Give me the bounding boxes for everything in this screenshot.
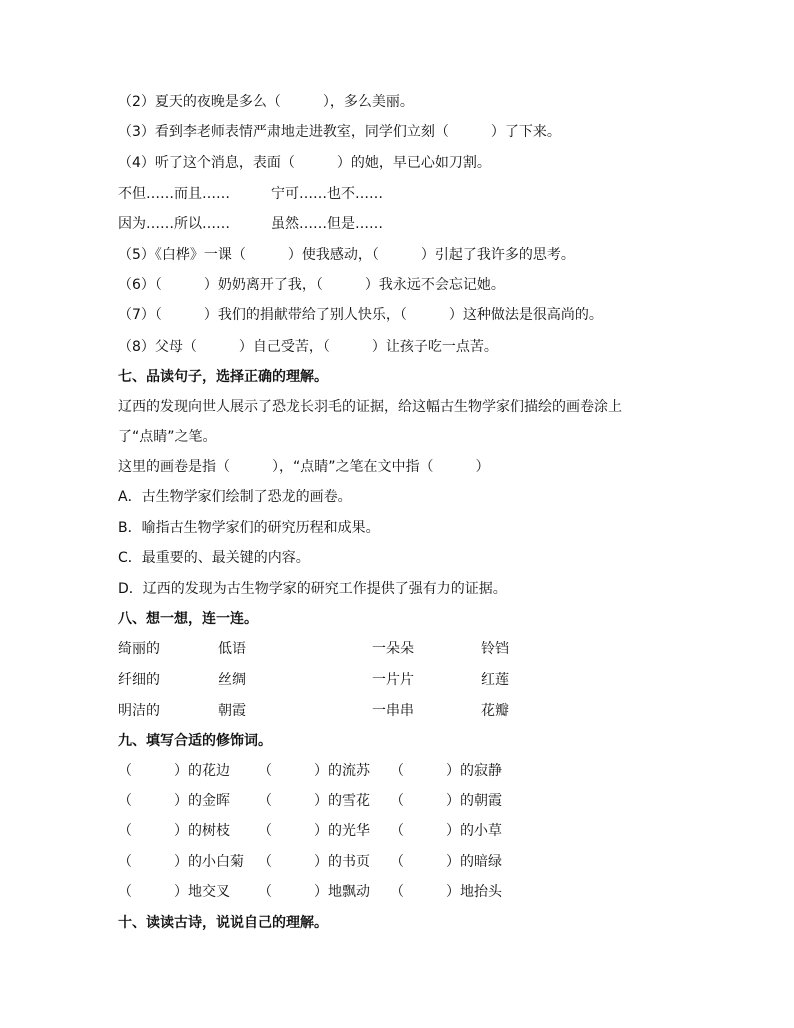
match-mid-1: 低语 [218, 641, 246, 657]
connective-1: 不但……而且…… [118, 186, 230, 202]
match-quantity-3: 一串串 [372, 703, 414, 719]
match-left-2: 纤细的 [118, 672, 160, 688]
fill-item: （ ）的雪花 [258, 793, 370, 809]
section7-passage-line2: 了“点睛”之笔。 [118, 429, 217, 445]
fill-item: （ ）的流苏 [258, 763, 370, 779]
match-left-3: 明洁的 [118, 703, 160, 719]
fill-item: （ ）的树枝 [118, 823, 230, 839]
match-right-3: 花瓣 [481, 703, 509, 719]
fill-item: （ ）的小草 [390, 823, 502, 839]
fill-item: （ ）地飘动 [258, 884, 370, 900]
sentence-2: （2）夏天的夜晚是多么（ ），多么美丽。 [118, 94, 414, 110]
section7-option-b: B．喻指古生物学家们的研究历程和成果。 [118, 520, 380, 536]
section10-heading: 十、读读古诗，说说自己的理解。 [118, 915, 328, 931]
section7-heading: 七、品读句子，选择正确的理解。 [118, 369, 328, 385]
section7-question: 这里的画卷是指（ ），“点睛”之笔在文中指（ ） [118, 459, 490, 475]
section8-heading: 八、想一想，连一连。 [118, 611, 258, 627]
connective-3: 因为……所以…… [118, 216, 230, 232]
match-mid-3: 朝霞 [218, 703, 246, 719]
fill-item: （ ）的花边 [118, 763, 230, 779]
fill-item: （ ）的金晖 [118, 793, 230, 809]
section7-option-c: C．最重要的、最关键的内容。 [118, 550, 310, 566]
fill-item: （ ）的光华 [258, 823, 370, 839]
fill-item: （ ）的书页 [258, 854, 370, 870]
fill-item: （ ）地抬头 [390, 884, 502, 900]
section7-option-d: D．辽西的发现为古生物学家的研究工作提供了强有力的证据。 [118, 581, 507, 597]
match-quantity-2: 一片片 [372, 672, 414, 688]
match-quantity-1: 一朵朵 [372, 641, 414, 657]
fill-item: （ ）的寂静 [390, 763, 502, 779]
section9-heading: 九、填写合适的修饰词。 [118, 733, 272, 749]
fill-item: （ ）的小白菊 [118, 854, 244, 870]
fill-item: （ ）的暗绿 [390, 854, 502, 870]
section7-passage-line1: 辽西的发现向世人展示了恐龙长羽毛的证据，给这幅古生物学家们描绘的画卷涂上 [118, 399, 622, 415]
sentence-7: （7）（ ）我们的捐献带给了别人快乐，（ ）这种做法是很高尚的。 [118, 307, 603, 323]
connective-4: 虽然……但是…… [271, 216, 383, 232]
fill-item: （ ）地交叉 [118, 884, 230, 900]
sentence-4: （4）听了这个消息，表面（ ）的她，早已心如刀割。 [118, 155, 491, 171]
match-right-1: 铃铛 [481, 641, 509, 657]
sentence-3: （3）看到李老师表情严肃地走进教室，同学们立刻（ ）了下来。 [118, 124, 561, 140]
match-left-1: 绮丽的 [118, 641, 160, 657]
section7-option-a: A．古生物学家们绘制了恐龙的画卷。 [118, 489, 352, 505]
sentence-6: （6）（ ）奶奶离开了我，（ ）我永远不会忘记她。 [118, 277, 505, 293]
connective-2: 宁可……也不…… [271, 186, 383, 202]
sentence-5: （5）《白桦》一课（ ）使我感动，（ ）引起了我许多的思考。 [118, 247, 575, 263]
match-right-2: 红莲 [481, 672, 509, 688]
sentence-8: （8）父母（ ）自己受苦，（ ）让孩子吃一点苦。 [118, 339, 498, 355]
fill-item: （ ）的朝霞 [390, 793, 502, 809]
match-mid-2: 丝绸 [218, 672, 246, 688]
